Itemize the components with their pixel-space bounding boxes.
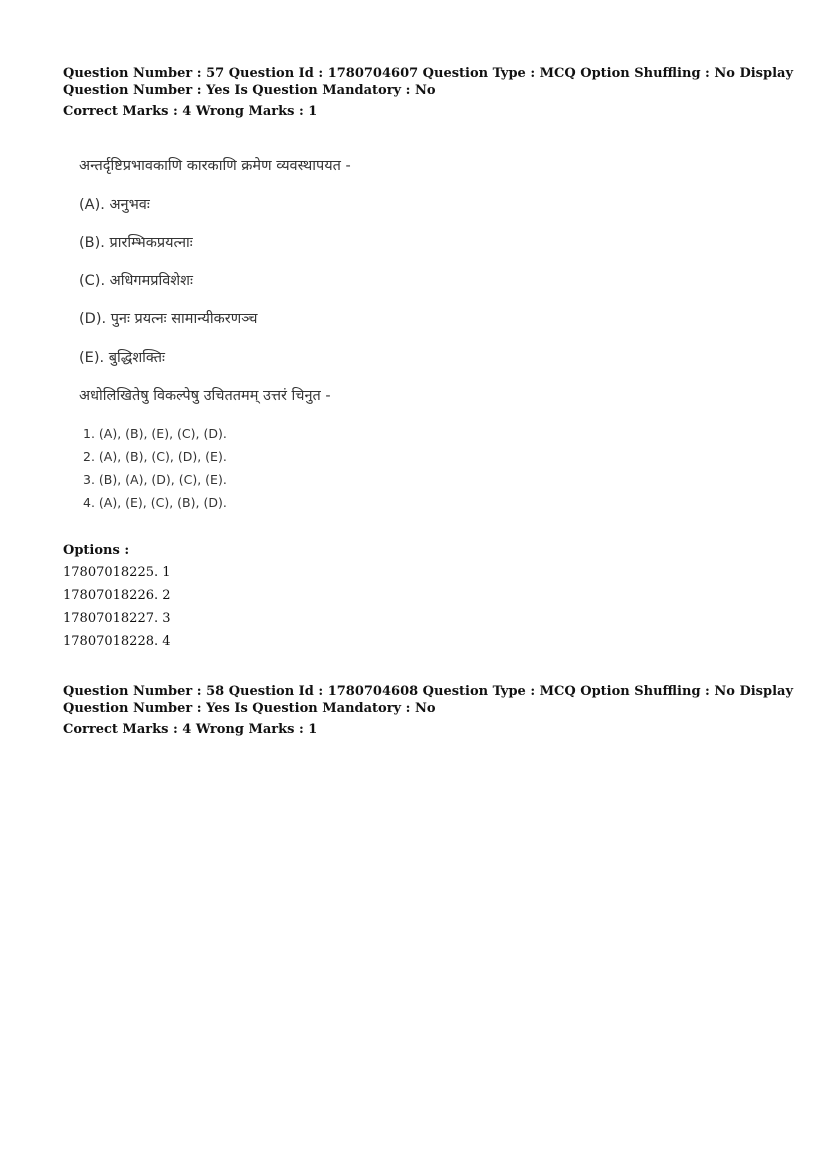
q57-marks-line: Correct Marks : 4 Wrong Marks : 1 bbox=[63, 104, 318, 119]
q57-sequence-1: 1. (A), (B), (E), (C), (D). bbox=[83, 426, 227, 441]
option-2: 17807018226. 2 bbox=[63, 588, 171, 603]
q57-header-line2: Question Number : Yes Is Question Mandatory : No bbox=[63, 83, 436, 98]
q57-item-b: (B). प्रारम्भिकप्रयत्नाः bbox=[79, 235, 193, 251]
option-3: 17807018227. 3 bbox=[63, 611, 171, 626]
options-label: Options : bbox=[63, 543, 130, 558]
q57-instruction: अधोलिखितेषु विकल्पेषु उचिततमम् उत्तरं चिनुत - bbox=[79, 388, 331, 404]
q57-stem: अन्तर्दृष्टिप्रभावकाणि कारकाणि क्रमेण व्यवस्थापयत - bbox=[79, 158, 351, 174]
option-1: 17807018225. 1 bbox=[63, 565, 171, 580]
q57-item-e: (E). बुद्धिशक्तिः bbox=[79, 350, 165, 366]
option-4: 17807018228. 4 bbox=[63, 634, 171, 649]
q57-item-c: (C). अधिगमप्रविशेशः bbox=[79, 273, 193, 289]
q58-header-line2: Question Number : Yes Is Question Mandatory : No bbox=[63, 701, 436, 716]
q58-header-line1: Question Number : 58 Question Id : 1780704608 Question Type : MCQ Option Shuffling : No Display bbox=[63, 684, 793, 699]
q57-sequence-2: 2. (A), (B), (C), (D), (E). bbox=[83, 449, 227, 464]
q57-sequence-4: 4. (A), (E), (C), (B), (D). bbox=[83, 495, 227, 510]
q57-item-a: (A). अनुभवः bbox=[79, 197, 150, 213]
q57-item-d: (D). पुनः प्रयत्नः सामान्यीकरणञ्च bbox=[79, 311, 258, 327]
q58-marks-line: Correct Marks : 4 Wrong Marks : 1 bbox=[63, 722, 318, 737]
q57-sequence-3: 3. (B), (A), (D), (C), (E). bbox=[83, 472, 227, 487]
q57-header-line1: Question Number : 57 Question Id : 1780704607 Question Type : MCQ Option Shuffling : No Display bbox=[63, 66, 793, 81]
